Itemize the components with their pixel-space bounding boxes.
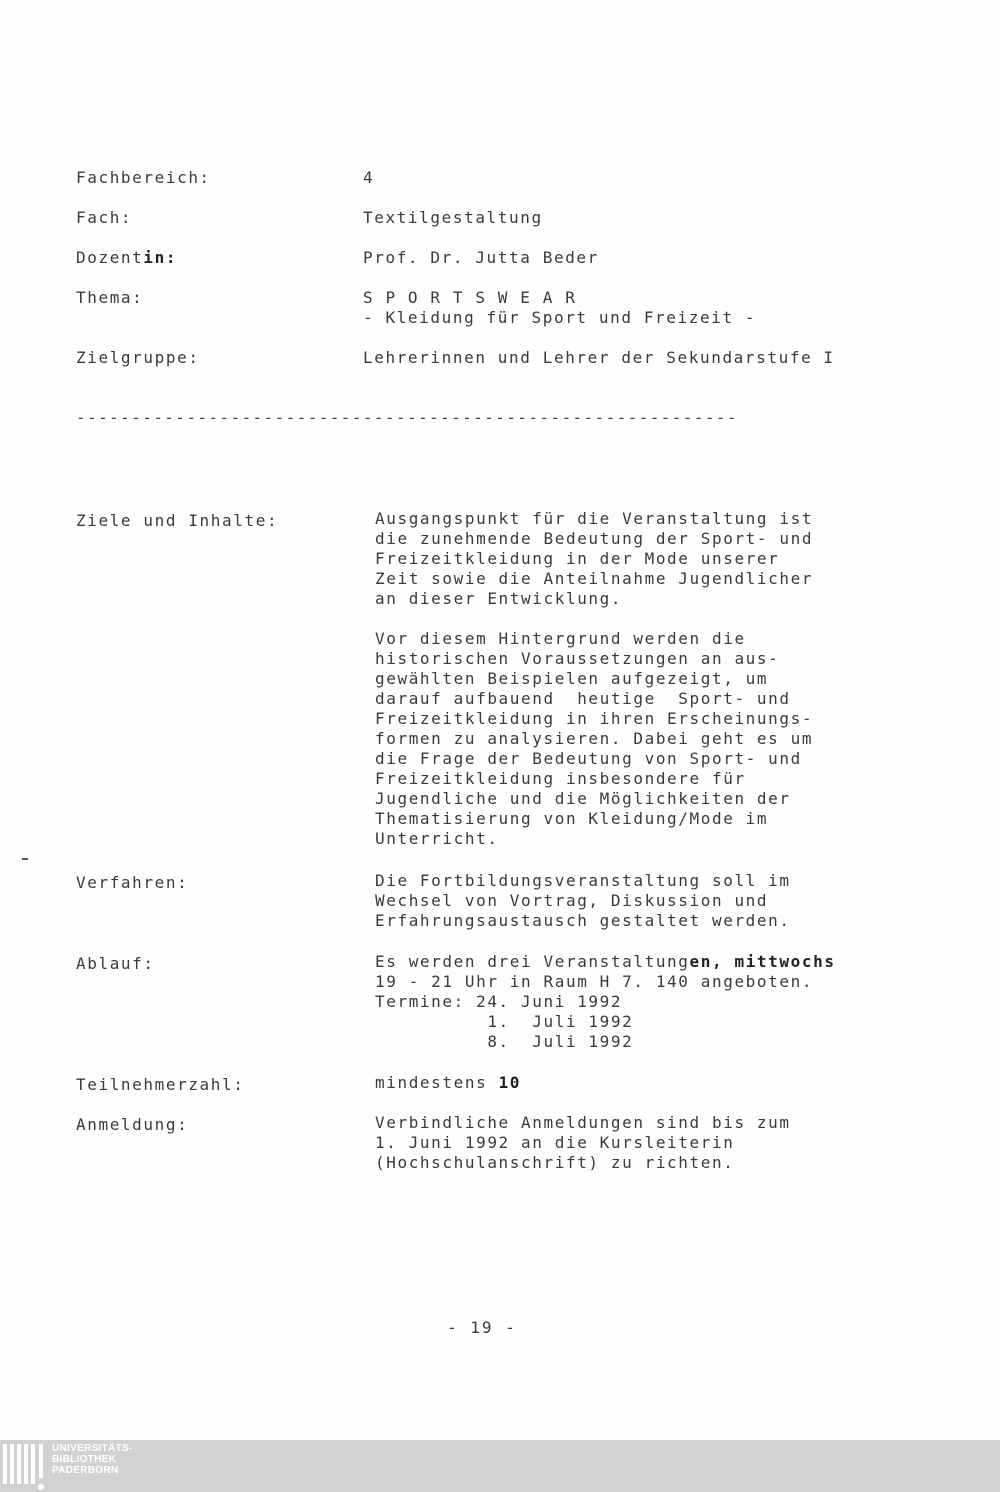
page-number: - 19 -: [447, 1318, 517, 1337]
thema-subtitle: - Kleidung für Sport und Freizeit -: [363, 308, 757, 327]
text-line: Freizeitkleidung in ihren Erscheinungs-: [375, 709, 814, 728]
dozentin-value: Prof. Dr. Jutta Beder: [363, 248, 599, 267]
text-line: 1. Juni 1992 an die Kursleiterin: [375, 1133, 735, 1152]
dozentin-label: [76, 248, 177, 268]
ablauf-text: [375, 952, 836, 1052]
ablauf-label: Ablauf:: [76, 954, 155, 973]
text-line: Verbindliche Anmeldungen sind bis zum: [375, 1113, 791, 1132]
fachbereich-value: 4: [363, 168, 375, 187]
text-line: Freizeitkleidung in der Mode unserer: [375, 549, 780, 568]
text-line: (Hochschulanschrift) zu richten.: [375, 1153, 735, 1172]
anmeldung-label: Anmeldung:: [76, 1115, 189, 1134]
teilnehmer-number: 10: [498, 1073, 522, 1092]
ablauf-line1-prefix: Es werden drei Veranstaltung: [375, 952, 690, 971]
library-logo-text: [52, 1443, 133, 1476]
text-line: Wechsel von Vortrag, Diskussion und: [375, 891, 769, 910]
text-line: historischen Voraussetzungen an aus-: [375, 649, 780, 668]
ablauf-line1-suffix: en, mittwochs: [689, 952, 836, 971]
teilnehmer-label: Teilnehmerzahl:: [76, 1075, 245, 1094]
text-line: 19 - 21 Uhr in Raum H 7. 140 angeboten.: [375, 972, 814, 991]
text-line: 8. Juli 1992: [375, 1032, 634, 1051]
library-footer: [0, 1440, 1000, 1492]
text-line: Termine: 24. Juni 1992: [375, 992, 623, 1011]
teilnehmer-prefix: mindestens: [375, 1073, 499, 1092]
thema-label: Thema:: [76, 288, 144, 307]
zielgruppe-label: Zielgruppe:: [76, 348, 200, 367]
text-line: Vor diesem Hintergrund werden die: [375, 629, 746, 648]
thema-title: S P O R T S W E A R: [363, 288, 577, 307]
verfahren-label: Verfahren:: [76, 873, 189, 892]
teilnehmer-value: [375, 1073, 521, 1093]
ziele-paragraph-2: [375, 629, 813, 849]
text-line: die Frage der Bedeutung von Sport- und: [375, 749, 802, 768]
text-line: gewählten Beispielen aufgezeigt, um: [375, 669, 769, 688]
logo-line: BIBLIOTHEK: [52, 1454, 117, 1465]
fachbereich-label: Fachbereich:: [76, 168, 211, 187]
text-line: 1. Juli 1992: [375, 1012, 634, 1031]
text-line: Unterricht.: [375, 829, 499, 848]
text-line: Ausgangspunkt für die Veranstaltung ist: [375, 509, 814, 528]
ziele-paragraph-1: [375, 509, 813, 609]
text-line: darauf aufbauend heutige Sport- und: [375, 689, 791, 708]
text-line: Jugendliche und die Möglichkeiten der: [375, 789, 791, 808]
text-line: Erfahrungsaustausch gestaltet werden.: [375, 911, 791, 930]
ziele-label: Ziele und Inhalte:: [76, 511, 279, 530]
logo-line: UNIVERSITÄTS-: [52, 1443, 133, 1454]
logo-line: PADERBORN: [52, 1465, 119, 1476]
verfahren-text: [375, 871, 791, 931]
text-line: Freizeitkleidung insbesondere für: [375, 769, 746, 788]
text-line: die zunehmende Bedeutung der Sport- und: [375, 529, 814, 548]
separator-line: ------------------------------------------------------------: [76, 408, 738, 427]
text-line: Zeit sowie die Anteilnahme Jugendlicher: [375, 569, 814, 588]
text-line: an dieser Entwicklung.: [375, 589, 623, 608]
text-line: Die Fortbildungsveranstaltung soll im: [375, 871, 791, 890]
margin-mark: [22, 858, 28, 860]
library-logo-icon: [0, 1440, 52, 1492]
zielgruppe-value: Lehrerinnen und Lehrer der Sekundarstufe I: [363, 348, 835, 367]
fach-label: Fach:: [76, 208, 133, 227]
text-line: formen zu analysieren. Dabei geht es um: [375, 729, 814, 748]
text-line: Thematisierung von Kleidung/Mode im: [375, 809, 769, 828]
dozentin-label-suffix: in:: [143, 248, 178, 267]
fach-value: Textilgestaltung: [363, 208, 543, 227]
dozentin-label-prefix: Dozent: [76, 248, 144, 267]
text-line: [375, 952, 836, 972]
anmeldung-text: [375, 1113, 791, 1173]
